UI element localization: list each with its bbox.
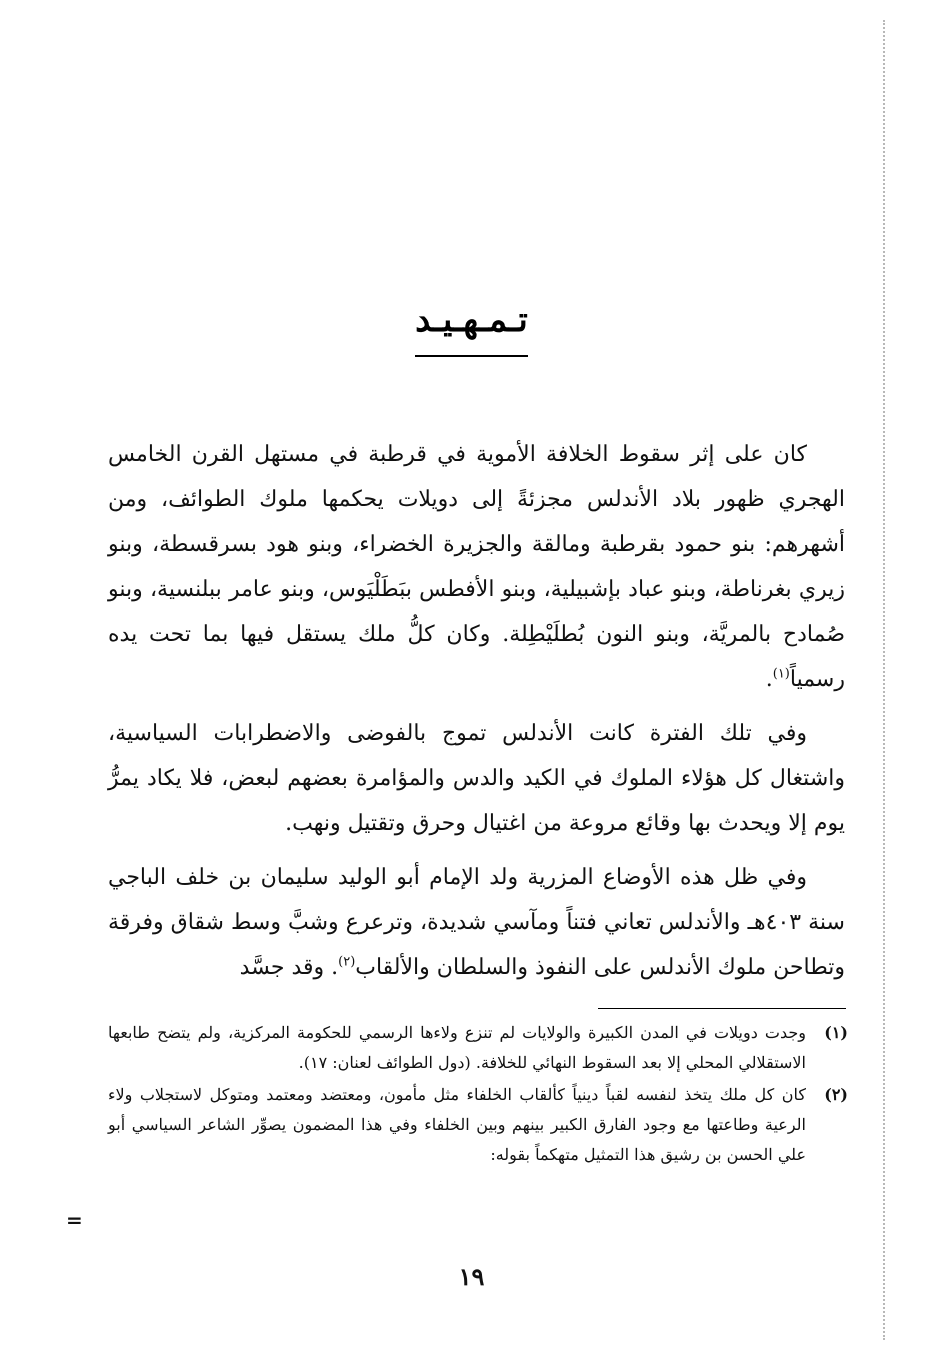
paragraph-3-end: . وقد جسَّد	[239, 955, 339, 980]
chapter-title: تـمـهـيـد	[415, 300, 528, 340]
page-number: ١٩	[458, 1262, 485, 1291]
paragraph-3-text: وفي ظل هذه الأوضاع المزرية ولد الإمام أبو الوليد سليمان بن خلف الباجي سنة ٤٠٣هـ والأندلس تعاني فتناً ومآسي شديدة، وترعرع وشبَّ وسط شقاق وفرقة وتطاحن ملوك الأندلس على النفوذ والسلطان والألقاب	[108, 865, 845, 980]
footnote-1-number: (١)	[824, 1023, 848, 1042]
footnote-2-text: كان كل ملك يتخذ لنفسه لقباً دينياً كألقاب الخلفاء مثل مأمون، ومعتضد ومعتمد ومتوكل لاستجلاب ولاء الرعية وطاعتها مع وجود الفارق الكبير بينهم وبين الخلفاء وفي هذا المضمون يصوِّر الشاعر السياسي أبو علي الحسن بن رشيق هذا التمثيل متهكماً بقوله:	[108, 1085, 806, 1164]
paragraph-2-text: وفي تلك الفترة كانت الأندلس تموج بالفوضى والاضطرابات السياسية، واشتغال كل هؤلاء الملوك في الكيد والدس والمؤامرة بعضهم لبعض، فلا يكاد يمرُّ يوم إلا ويحدث بها وقائع مروعة من اغتيال وحرق وتقتيل ونهب.	[108, 721, 845, 836]
footnote-2-number: (٢)	[824, 1085, 848, 1104]
title-underline	[415, 355, 528, 357]
paragraph-2	[108, 711, 845, 846]
paragraph-1	[108, 432, 845, 702]
main-body-text	[108, 432, 845, 999]
continuation-mark: =	[66, 1208, 83, 1232]
page-edge-dotted-line	[883, 20, 885, 1340]
paragraph-3	[108, 855, 845, 990]
footnote-1	[108, 1018, 848, 1078]
footnote-ref-1: (١)	[772, 666, 790, 682]
paragraph-1-end: .	[765, 667, 773, 692]
footnote-ref-2: (٢)	[338, 954, 356, 970]
paragraph-1-text: كان على إثر سقوط الخلافة الأموية في قرطبة في مستهل القرن الخامس الهجري ظهور بلاد الأندلس مجزئةً إلى دويلات يحكمها ملوك الطوائف، ومن أشهرهم: بنو حمود بقرطبة ومالقة والجزيرة الخضراء، وبنو هود بسرقسطة، وبنو زيري بغرناطة، وبنو عباد بإشبيلية، وبنو الأفطس ببَطَلْيَوس، وبنو عامر ببلنسية، وبنو صُمادح بالمريَّة، وبنو النون بُطلَيْطِلة. وكان كلُّ ملك يستقل فيها بما تحت يده رسمياً	[108, 442, 845, 692]
footnotes	[108, 1018, 848, 1172]
footnote-2	[108, 1080, 848, 1170]
footnote-separator	[598, 1008, 846, 1009]
footnote-1-text: وجدت دويلات في المدن الكبيرة والولايات لم تنزع ولاءها الرسمي للحكومة المركزية، ولم يتضح طابعها الاستقلالي المحلي إلا بعد السقوط النهائي للخلافة. (دول الطوائف لعنان: ١٧).	[108, 1023, 806, 1072]
